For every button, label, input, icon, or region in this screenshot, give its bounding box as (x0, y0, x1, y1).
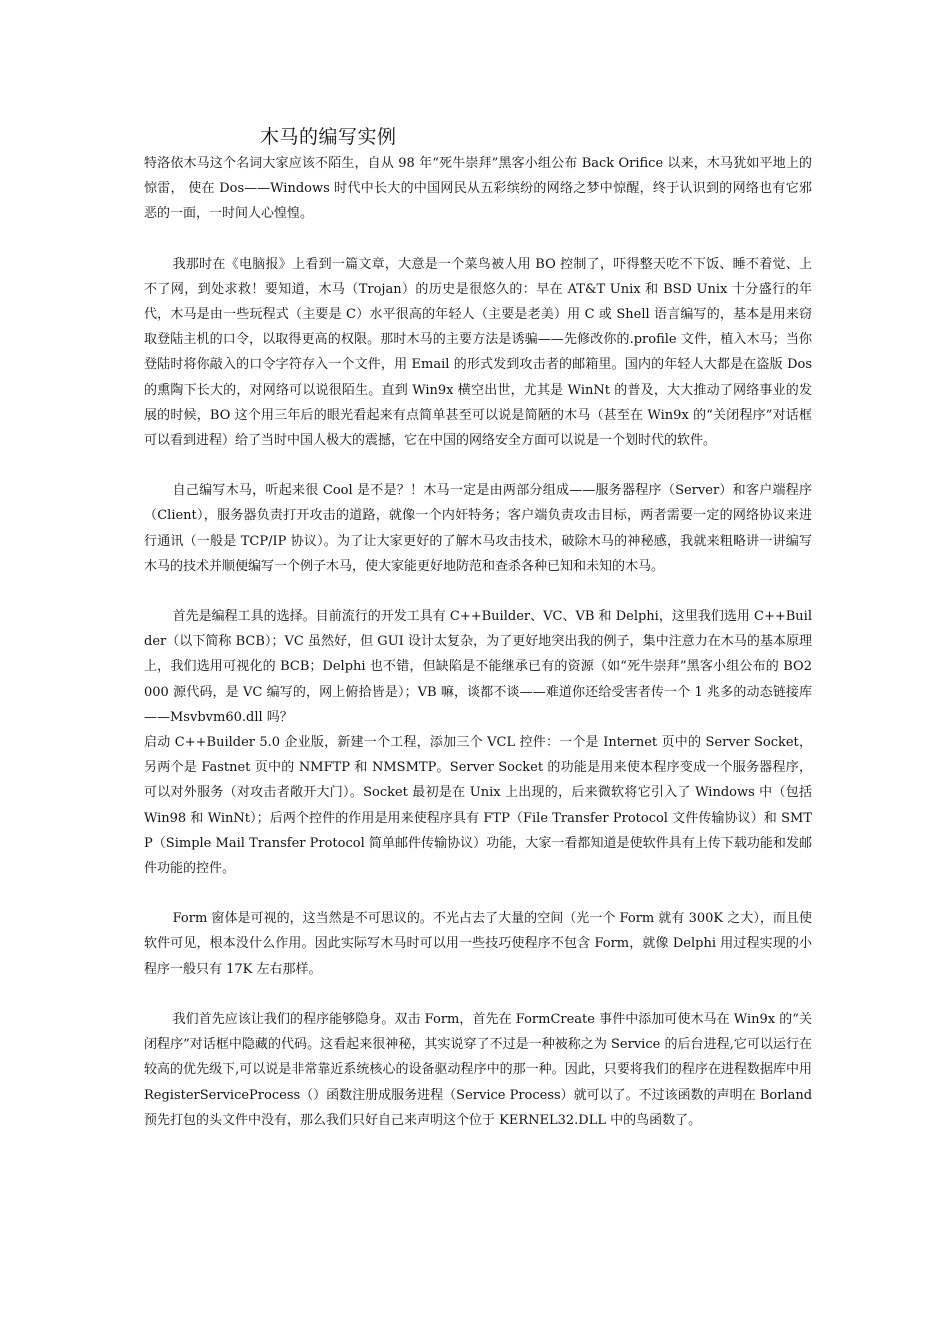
paragraph-components: 启动 C++Builder 5.0 企业版，新建一个工程，添加三个 VCL 控件：一个是 Internet 页中的 Server Socket，另两个是 Fastnet 页中的 NMFTP 和 NMSMTP。Server Socket 的功能是用来使本程序变成一个服务器程序，可以对外服务（对攻击者敞开大门）。Socket 最初是在 Unix 上出现的，后来微软将它引入了 Windows 中（包括 Win98 和 WinNt）；后两个控件的作用是用来使程序具有 FTP（File Transfer Protocol 文件传输协议）和 SMTP（Simple Mail Transfer Protocol 简单邮件传输协议）功能，大家一看都知道是使软件具有上传下载功能和发邮件功能的控件。 (144, 735, 812, 877)
paragraph-form: Form 窗体是可视的，这当然是不可思议的。不光占去了大量的空间（光一个 Form 就有 300K 之大），而且使软件可见，根本没什么作用。因此实际写木马时可以用一些技巧使程序不包含 Form，就像 Delphi 用过程实现的小程序一般只有 17K 左右那样。 (144, 911, 812, 977)
paragraph-tools: 首先是编程工具的选择。目前流行的开发工具有 C++Builder、VC、VB 和 Delphi，这里我们选用 C++Builder（以下简称 BCB）；VC 虽然好，但 GUI 设计太复杂，为了更好地突出我的例子，集中注意力在木马的基本原理上，我们选用可视化的 BCB；Delphi 也不错，但缺陷是不能继承已有的资源（如“死牛崇拜”黑客小组公布的 BO2000 源代码，是 VC 编写的，网上俯拾皆是）；VB 嘛，谈都不谈——难道你还给受害者传一个 1 兆多的动态链接库——Msvbvm60.dll 吗？ (144, 609, 812, 725)
document-title: 木马的编写实例 (260, 126, 397, 148)
document-body (144, 151, 812, 1133)
paragraph-hiding: 我们首先应该让我们的程序能够隐身。双击 Form，首先在 FormCreate 事件中添加可使木马在 Win9x 的“关闭程序”对话框中隐藏的代码。这看起来很神秘，其实说穿了不过是一种被称之为 Service 的后台进程,它可以运行在较高的优先级下,可以说是非常靠近系统核心的设备驱动程序中的那一种。因此，只要将我们的程序在进程数据库中用 RegisterServiceProcess（）函数注册成服务进程（Service Process）就可以了。不过该函数的声明在 Borland 预先打包的头文件中没有，那么我们只好自己来声明这个位于 KERNEL32.DLL 中的鸟函数了。 (144, 1011, 813, 1128)
paragraph-history: 我那时在《电脑报》上看到一篇文章，大意是一个菜鸟被人用 BO 控制了，吓得整天吃不下饭、睡不着觉、上不了网，到处求救！要知道，木马（Trojan）的历史是很悠久的：早在 AT&T Unix 和 BSD Unix 十分盛行的年代，木马是由一些玩程式（主要是 C）水平很高的年轻人（主要是老美）用 C 或 Shell 语言编写的，基本是用来窃取登陆主机的口令，以取得更高的权限。那时木马的主要方法是诱骗——先修改你的.profile 文件，植入木马；当你登陆时将你敲入的口令字符存入一个文件，用 Email 的形式发到攻击者的邮箱里。国内的年轻人大都是在盗版 Dos 的熏陶下长大的，对网络可以说很陌生。直到 Win9x 横空出世，尤其是 WinNt 的普及，大大推动了网络事业的发展的时候，BO 这个用三年后的眼光看起来有点简单甚至可以说是简陋的木马（甚至在 Win9x 的“关闭程序”对话框可以看到进程）给了当时中国人极大的震撼，它在中国的网络安全方面可以说是一个划时代的软件。 (144, 256, 812, 449)
paragraph-structure: 自己编写木马，听起来很 Cool 是不是？！木马一定是由两部分组成——服务器程序（Server）和客户端程序（Client），服务器负责打开攻击的道路，就像一个内奸特务；客户端负责攻击目标，两者需要一定的网络协议来进行通讯（一般是 TCP/IP 协议）。为了让大家更好的了解木马攻击技术，破除木马的神秘感，我就来粗略讲一讲编写木马的技术并顺便编写一个例子木马，使大家能更好地防范和查杀各种已知和未知的木马。 (144, 483, 812, 574)
paragraph-intro: 特洛依木马这个名词大家应该不陌生，自从 98 年“死牛崇拜”黑客小组公布 Back Orifice 以来，木马犹如平地上的惊雷， 使在 Dos——Windows 时代中长大的中国网民从五彩缤纷的网络之梦中惊醒，终于认识到的网络也有它邪恶的一面，一时间人心惶惶。 (144, 156, 812, 222)
